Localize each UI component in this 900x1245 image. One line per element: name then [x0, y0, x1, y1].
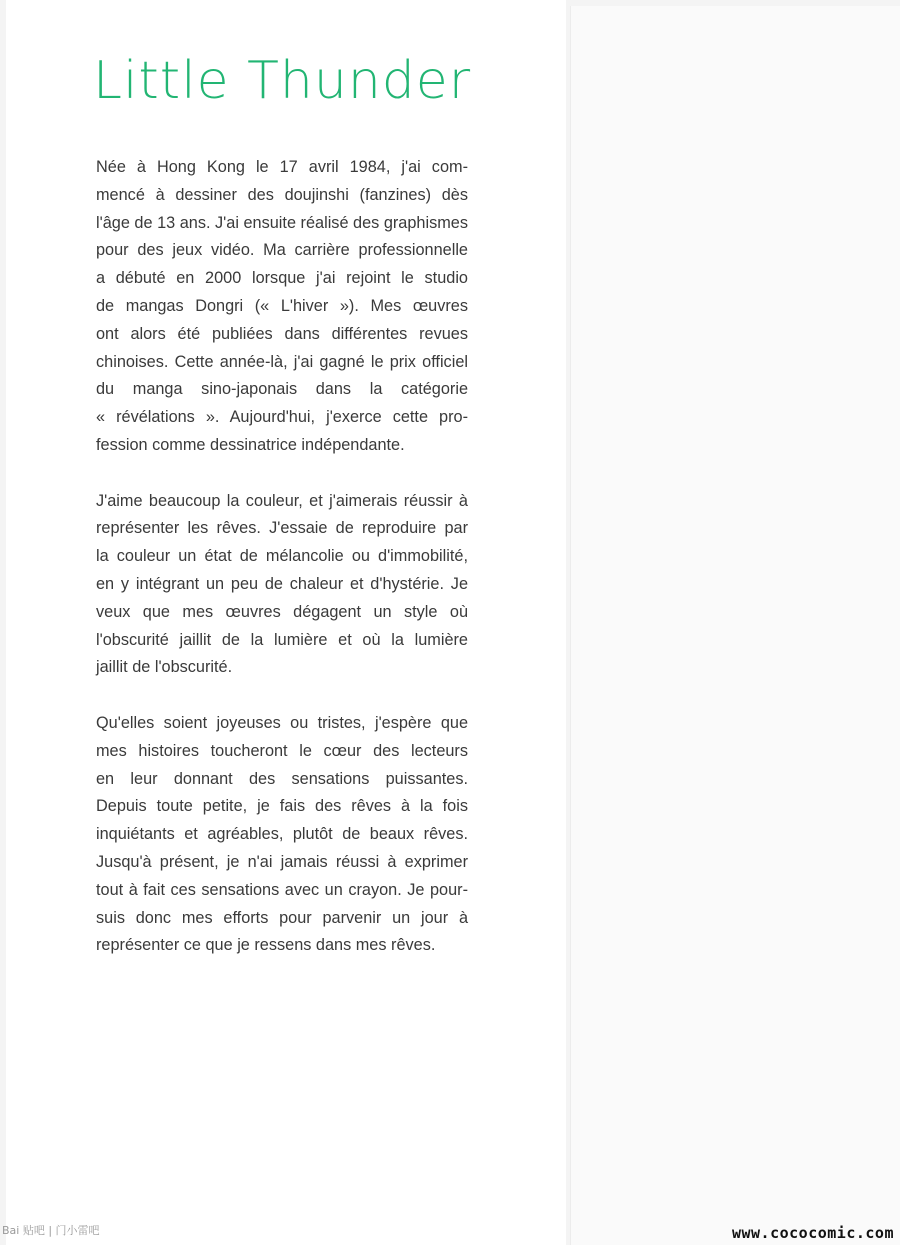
page-title: Little Thunder	[93, 51, 472, 111]
text-line: a débuté en 2000 lorsque j'ai rejoint le studio	[96, 269, 468, 288]
text-line: inquiétants et agréables, plutôt de beaux rêves.	[96, 825, 468, 844]
text-line: J'aime beaucoup la couleur, et j'aimerais réussir à	[96, 491, 468, 510]
text-line: l'âge de 13 ans. J'ai ensuite réalisé des graphismes	[96, 213, 468, 232]
text-line: représenter les rêves. J'essaie de reproduire par	[96, 519, 468, 538]
text-line: Jusqu'à présent, je n'ai jamais réussi à exprimer	[96, 852, 468, 871]
book-page	[6, 0, 566, 1245]
text-line: mes histoires toucheront le cœur des lecteurs	[96, 741, 468, 760]
text-line: tout à fait ces sensations avec un crayon. Je pour-	[96, 880, 468, 899]
watermark-site-url: www.cococomic.com	[731, 1224, 894, 1242]
text-line: « révélations ». Aujourd'hui, j'exerce cette pro-	[96, 408, 468, 427]
text-line: pour des jeux vidéo. Ma carrière professionnelle	[96, 241, 468, 260]
text-line: la couleur un état de mélancolie ou d'immobilité,	[96, 547, 468, 566]
biography-text	[96, 154, 468, 988]
paragraph-1	[96, 154, 468, 460]
text-line: de mangas Dongri (« L'hiver »). Mes œuvres	[96, 296, 468, 315]
text-line: Depuis toute petite, je fais des rêves à la fois	[96, 797, 468, 816]
paragraph-2	[96, 488, 468, 683]
text-line: mencé à dessiner des doujinshi (fanzines) dès	[96, 185, 468, 204]
paragraph-3	[96, 710, 468, 960]
text-line: chinoises. Cette année-là, j'ai gagné le prix officiel	[96, 352, 468, 371]
text-line: jaillit de l'obscurité.	[96, 658, 233, 677]
text-line: fession comme dessinatrice indépendante.	[96, 435, 405, 454]
text-line: suis donc mes efforts pour parvenir un jour à	[96, 908, 468, 927]
text-line: veux que mes œuvres dégagent un style où	[96, 602, 468, 621]
text-line: Née à Hong Kong le 17 avril 1984, j'ai com-	[96, 158, 468, 176]
facing-blank-page	[570, 6, 900, 1245]
text-line: représenter ce que je ressens dans mes rêves.	[96, 936, 436, 955]
text-line: en y intégrant un peu de chaleur et d'hystérie. Je	[96, 574, 468, 593]
text-line: Qu'elles soient joyeuses ou tristes, j'espère que	[96, 713, 468, 732]
text-line: ont alors été publiées dans différentes revues	[96, 324, 468, 343]
text-line: en leur donnant des sensations puissantes.	[96, 769, 468, 788]
watermark-baidu-tieba: Bai 贴吧 | 门小雷吧	[2, 1224, 100, 1237]
text-line: l'obscurité jaillit de la lumière et où la lumière	[96, 630, 468, 649]
text-line: du manga sino-japonais dans la catégorie	[96, 380, 468, 399]
